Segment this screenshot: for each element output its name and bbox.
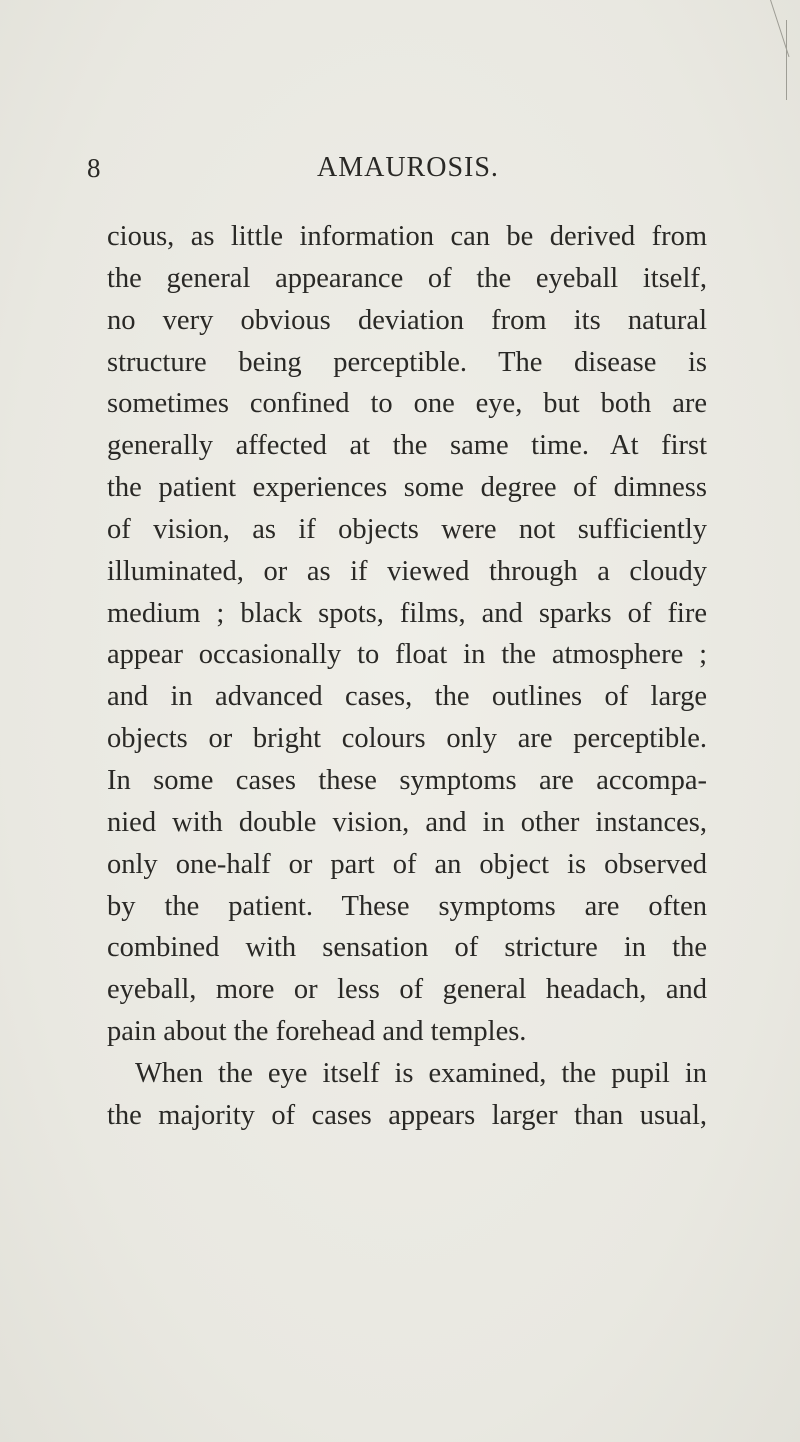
text-line: structure being perceptible. The disease is bbox=[107, 346, 707, 378]
text-line: appear occasionally to float in the atmosphere ; bbox=[107, 639, 707, 671]
text-line: no very obvious deviation from its natural bbox=[107, 304, 707, 336]
text-line: and in advanced cases, the outlines of large bbox=[107, 681, 707, 713]
text-line: combined with sensation of stricture in the bbox=[107, 932, 707, 964]
text-line: generally affected at the same time. At first bbox=[107, 430, 707, 462]
text-line: of vision, as if objects were not sufficiently bbox=[107, 513, 707, 545]
page-number: 8 bbox=[87, 153, 101, 183]
text-line: objects or bright colours only are perceptible. bbox=[107, 723, 707, 755]
text-line: by the patient. These symptoms are often bbox=[107, 890, 707, 922]
text-line: the majority of cases appears larger than usual, bbox=[107, 1099, 707, 1131]
running-head: AMAUROSIS. bbox=[317, 152, 499, 183]
text-line: only one-half or part of an object is observed bbox=[107, 848, 707, 880]
body-text bbox=[107, 216, 707, 1137]
text-line: medium ; black spots, films, and sparks of fire bbox=[107, 597, 707, 629]
text-line: eyeball, more or less of general headach, and bbox=[107, 974, 707, 1006]
page-edge-mark bbox=[786, 20, 787, 100]
text-line: nied with double vision, and in other instances, bbox=[107, 806, 707, 838]
text-line: the general appearance of the eyeball itself, bbox=[107, 262, 707, 294]
text-line: pain about the forehead and temples. bbox=[107, 1016, 527, 1048]
text-line: the patient experiences some degree of dimness bbox=[107, 472, 707, 504]
text-line: In some cases these symptoms are accompa- bbox=[107, 764, 707, 796]
page-header bbox=[0, 148, 800, 188]
text-line: sometimes confined to one eye, but both are bbox=[107, 388, 707, 420]
text-line: cious, as little information can be derived from bbox=[107, 221, 707, 252]
text-line: illuminated, or as if viewed through a cloudy bbox=[107, 555, 707, 587]
text-line: When the eye itself is examined, the pupil in bbox=[135, 1057, 707, 1089]
